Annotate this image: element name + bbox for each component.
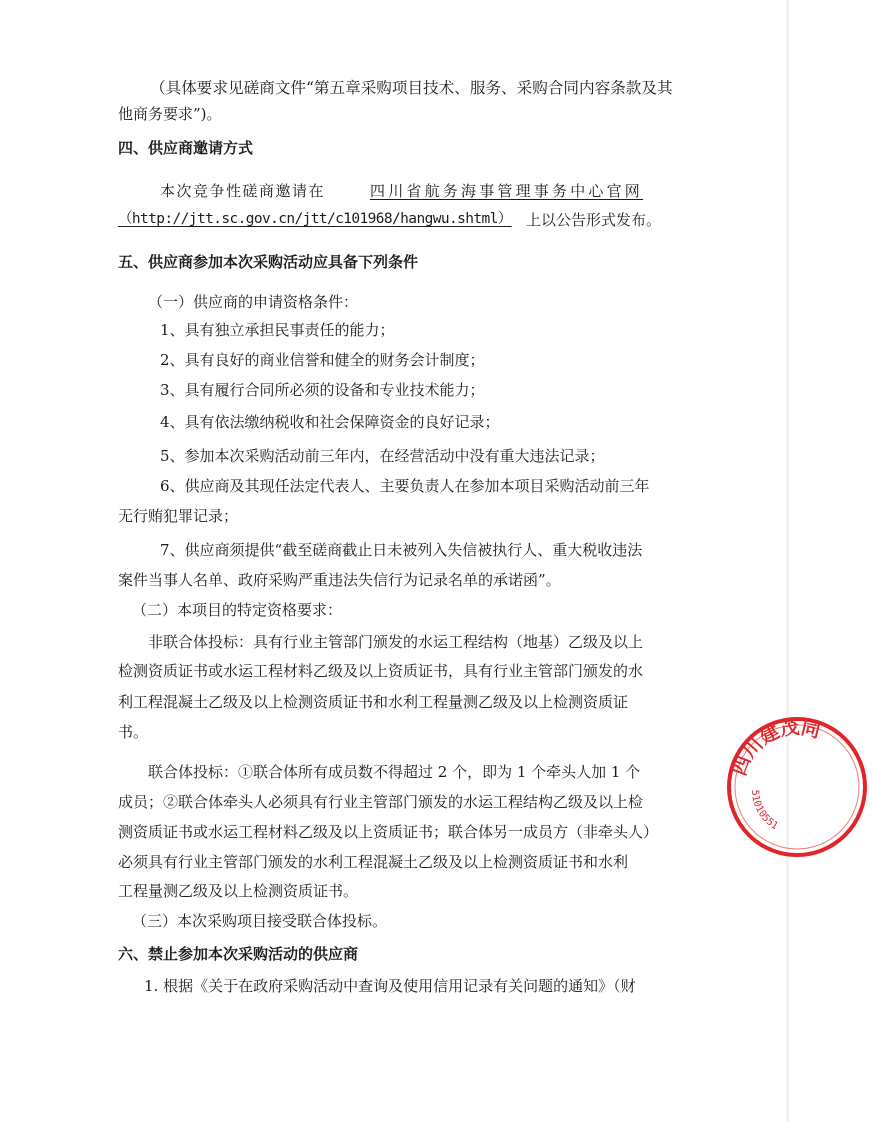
para-line: 他商务要求”)。 xyxy=(118,105,222,123)
para-line: 检测资质证书或水运工程材料乙级及以上资质证书，具有行业主管部门颁发的水 xyxy=(118,662,644,680)
list-item: 2、具有良好的商业信誉和健全的财务会计制度； xyxy=(160,351,485,369)
para-line: 1. 根据《关于在政府采购活动中查询及使用信用记录有关问题的通知》（财 xyxy=(144,977,636,995)
seal-ring xyxy=(729,719,865,855)
para-line: 利工程混凝土乙级及以上检测资质证书和水利工程量测乙级及以上检测资质证 xyxy=(118,693,629,711)
subsection-heading-3: （三）本次采购项目接受联合体投标。 xyxy=(132,912,388,930)
para-line: （具体要求见磋商文件“第五章采购项目技术、服务、采购合同内容条款及其 xyxy=(150,79,673,97)
subsection-heading-2: （二）本项目的特定资格要求： xyxy=(132,601,343,619)
page-edge xyxy=(786,0,789,1122)
company-seal xyxy=(722,712,872,862)
para-line: 工程量测乙级及以上检测资质证书。 xyxy=(118,882,359,900)
list-item: 5、参加本次采购活动前三年内，在经营活动中没有重大违法记录； xyxy=(160,447,605,465)
para-line: 书。 xyxy=(118,723,149,741)
list-item: 6、供应商及其现任法定代表人、主要负责人在参加本项目采购活动前三年 xyxy=(160,477,650,495)
para-line: 联合体投标：①联合体所有成员数不得超过 2 个，即为 1 个牵头人加 1 个 xyxy=(148,763,641,781)
list-item-cont: 无行贿犯罪记录； xyxy=(118,507,239,525)
para-line: 测资质证书或水运工程材料乙级及以上资质证书；联合体另一成员方（非牵头人） xyxy=(118,823,659,841)
list-item: 7、供应商须提供“截至磋商截止日未被列入失信被执行人、重大税收违法 xyxy=(160,541,643,559)
section-heading-4: 四、供应商邀请方式 xyxy=(118,139,254,157)
list-item: 1、具有独立承担民事责任的能力； xyxy=(160,321,395,339)
list-item: 4、具有依法缴纳税收和社会保障资金的良好记录； xyxy=(160,413,500,431)
list-item-cont: 案件当事人名单、政府采购严重违法失信行为记录名单的承诺函”。 xyxy=(118,571,561,589)
website-url-link[interactable]: （http://jtt.sc.gov.cn/jtt/c101968/hangwu.shtml） xyxy=(118,211,512,227)
para-line: 上以公告形式发布。 xyxy=(526,211,662,229)
section-heading-6: 六、禁止参加本次采购活动的供应商 xyxy=(118,945,359,963)
seal-code: 51010551 xyxy=(748,789,780,833)
website-name-link[interactable]: 四川省航务海事管理事务中心官网 xyxy=(370,182,644,200)
seal-text: 四川建茂同 xyxy=(728,716,823,779)
subsection-heading-1: （一）供应商的申请资格条件： xyxy=(148,293,359,311)
para-line: 本次竞争性磋商邀请在 xyxy=(160,182,326,200)
para-line: 非联合体投标：具有行业主管部门颁发的水运工程结构（地基）乙级及以上 xyxy=(148,633,644,651)
para-line: 成员；②联合体牵头人必须具有行业主管部门颁发的水运工程结构乙级及以上检 xyxy=(118,793,644,811)
list-item: 3、具有履行合同所必须的设备和专业技术能力； xyxy=(160,381,485,399)
para-line: 必须具有行业主管部门颁发的水利工程混凝土乙级及以上检测资质证书和水利 xyxy=(118,853,629,871)
section-heading-5: 五、供应商参加本次采购活动应具备下列条件 xyxy=(118,253,419,271)
